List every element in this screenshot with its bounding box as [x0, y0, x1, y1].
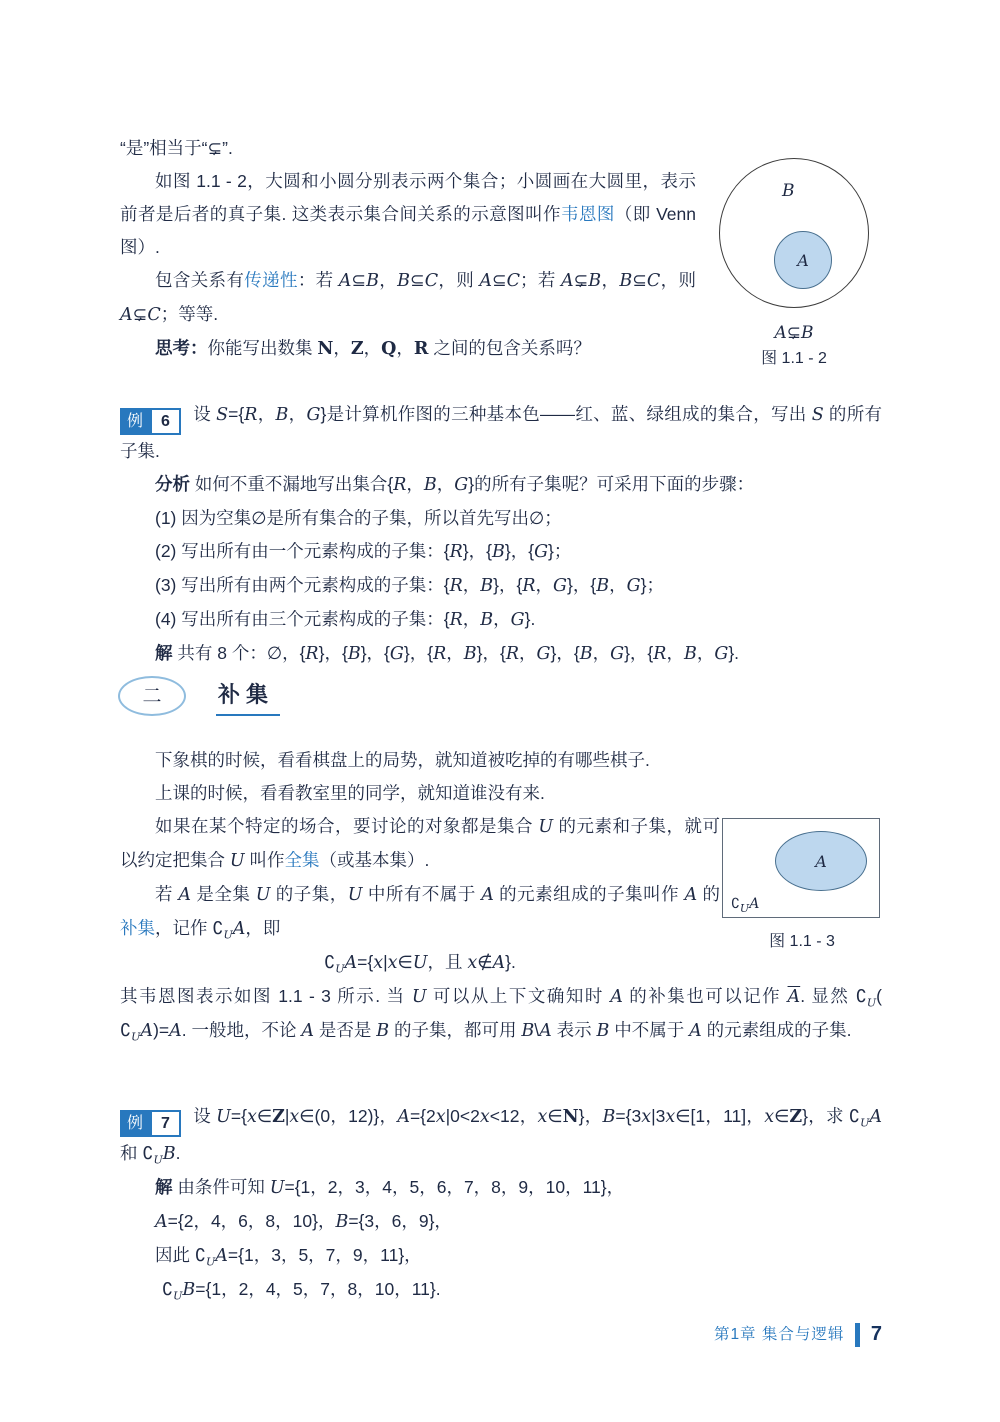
example6-step-2: (2) 写出所有由一个元素构成的子集：{R}，{B}，{G}； — [155, 541, 572, 562]
example-6 — [120, 398, 882, 671]
example-7 — [120, 1100, 882, 1307]
example7-solution-line-2: A={2，4，6，8，10}，B={3，6，9}， — [155, 1211, 452, 1232]
section-number-ellipse — [118, 676, 186, 716]
example6-step-3: (3) 写出所有由两个元素构成的子集：{R，B}，{R，G}，{B，G}； — [155, 575, 664, 596]
venn-diagram-subset — [706, 158, 882, 372]
complement-section — [120, 744, 882, 1048]
example-badge-number: 6 — [150, 408, 181, 435]
section-complement-header — [118, 676, 280, 716]
section-title: 补集 — [216, 682, 280, 716]
example6-step-4: (4) 写出所有由三个元素构成的子集：{R，B，G}. — [155, 609, 536, 630]
venn-inner-circle — [774, 231, 832, 289]
page-footer — [714, 1318, 882, 1351]
example6-step-1: (1) 因为空集∅是所有集合的子集，所以首先写出∅； — [155, 508, 562, 528]
example6-badge — [120, 408, 181, 435]
paragraph-venn-intro: 如图 1.1 - 2，大圆和小圆分别表示两个集合；小圆画在大圆里，表示前者是后者的真子集. 这类表示集合间关系的示意图叫作韦恩图（即 Venn 图）. — [120, 171, 696, 257]
example7-intro-text: 设 U={x∈Z|x∈(0，12)}，A={2x|0<2x<12，x∈N}，B={3x|3x∈[1，11]，x∈Z}，求 $∁_UA$ 和 $∁_UB$. — [120, 1106, 882, 1167]
paragraph-universal-set: 如果在某个特定的场合，要讨论的对象都是集合 U 的元素和子集，就可以约定把集合 U 叫作全集（或基本集）. — [120, 816, 720, 871]
footer-chapter: 第1章 集合与逻辑 — [713, 1326, 845, 1343]
example6-analysis: 分析 如何不重不漏地写出集合{R，B，G}的所有子集呢？可采用下面的步骤： — [155, 474, 755, 495]
complement-label: $∁_UA$ — [731, 895, 760, 915]
figure1-caption-block — [706, 320, 882, 372]
venn-inner-label: A — [797, 250, 809, 270]
footer-divider — [855, 1323, 860, 1347]
subset-section — [120, 132, 882, 366]
venn-diagram-complement — [722, 818, 882, 954]
example-badge-number: 7 — [150, 1110, 181, 1137]
example7-solution-line-4: $∁_UB=\{1$，2，4，5，7，8，10，11}. — [162, 1279, 441, 1303]
example7-intro — [120, 1100, 882, 1171]
example6-solution: 解 共有 8 个：∅，{R}，{B}，{G}，{R，B}，{R，G}，{B，G}，{R，B，G}. — [155, 643, 740, 664]
subset-section-text — [120, 132, 696, 366]
example6-intro-text: 设 S={R，B，G}是计算机作图的三种基本色——红、蓝、绿组成的集合，写出 S 的所有子集. — [120, 404, 882, 461]
paragraph-complement-definition: 若 A 是全集 U 的子集，U 中所有不属于 A 的元素组成的子集叫作 A 的补集，记作 $∁_UA$，即 — [120, 884, 720, 942]
footer-page-number: 7 — [870, 1323, 882, 1345]
set-a-ellipse — [775, 831, 867, 891]
section-number: 二 — [142, 685, 162, 707]
paragraph-complement-notes: 其韦恩图表示如图 1.1 - 3 所示. 当 U 可以从上下文确知时 A 的补集也可以记作 $\overline{A}$. 显然 $∁_U$( $∁_UA)=A$. 一般地，不论 A 是否是 B 的子集，都可用 B\A 表示 B 中不属于 A 的元素组成的子集. — [120, 986, 882, 1044]
venn-outer-circle — [719, 158, 869, 308]
set-a-label: A — [815, 851, 827, 871]
universal-set-rectangle — [722, 818, 880, 918]
paragraph-subset-symbol: “是”相当于“⊊”. — [120, 138, 233, 158]
example7-solution-line-3: 因此 $∁_UA=\{1$，3，5，7，9，11}， — [155, 1245, 422, 1269]
complement-section-text — [120, 744, 720, 980]
example7-solution-line-1: 解 由条件可知 U={1，2，3，4，5，6，7，8，9，10，11}， — [155, 1177, 625, 1198]
example7-badge — [120, 1110, 181, 1137]
figure1-caption: 图 1.1 - 2 — [761, 350, 827, 367]
paragraph-chess-analogy: 下象棋的时候，看看棋盘上的局势，就知道被吃掉的有哪些棋子. — [155, 750, 650, 770]
paragraph-transitivity: 包含关系有传递性：若 A⊆B，B⊆C，则 A⊆C；若 A⊊B，B⊆C，则A⊊C；等等. — [120, 270, 696, 325]
example6-intro — [120, 398, 882, 468]
paragraph-think-question: 思考：你能写出数集 N，Z，Q，R 之间的包含关系吗？ — [155, 338, 591, 359]
example-badge-label: 例 — [120, 1110, 150, 1137]
complement-formula: $∁_UA=\{x|x\in U$，且 x∉A}. — [324, 952, 516, 976]
figure1-relation: A⊊B — [774, 323, 814, 343]
venn-outer-label: B — [782, 181, 795, 201]
figure2-caption: 图 1.1 - 3 — [769, 933, 835, 950]
paragraph-class-analogy: 上课的时候，看看教室里的同学，就知道谁没有来. — [155, 783, 545, 803]
example-badge-label: 例 — [120, 408, 150, 435]
